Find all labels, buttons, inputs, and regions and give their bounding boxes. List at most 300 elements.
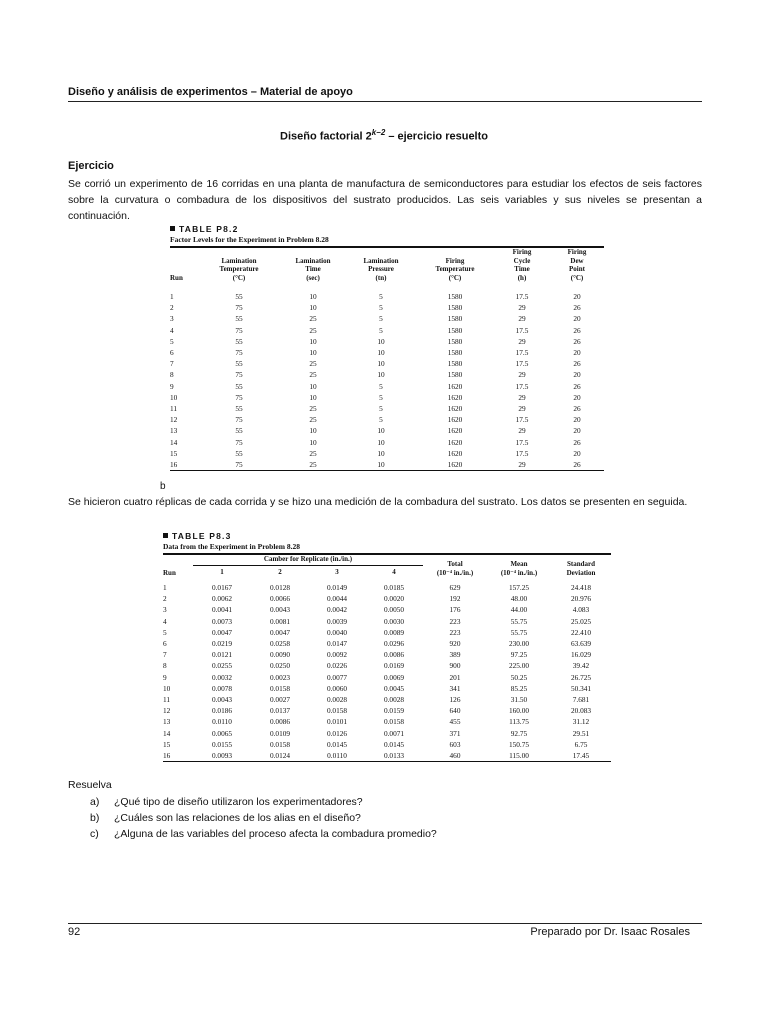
table-cell: 0.0186 — [211, 706, 233, 716]
table-row — [163, 616, 611, 627]
table-row — [163, 750, 611, 761]
table-cell: 1620 — [447, 392, 463, 402]
table-cell: 26 — [573, 303, 581, 313]
title-superscript: k−2 — [371, 128, 386, 137]
table-cell: 629 — [449, 583, 461, 592]
title-suffix: – ejercicio resuelto — [385, 130, 488, 143]
table-row — [163, 660, 611, 671]
table-cell: 22.410 — [570, 627, 592, 637]
table-cell: 1580 — [447, 303, 463, 313]
table-cell: 10 — [377, 437, 385, 447]
table-cell: 10 — [377, 448, 385, 458]
table-cell: 1580 — [447, 370, 463, 380]
table-cell: 0.0126 — [326, 728, 348, 738]
table1-column-header — [170, 248, 198, 285]
table1-header-row — [170, 248, 604, 285]
table-cell: 17.5 — [515, 381, 529, 391]
table-cell: 0.0158 — [269, 739, 291, 749]
table-cell: 0.0110 — [212, 717, 232, 727]
table-cell: 0.0101 — [326, 717, 348, 727]
table-cell: 29 — [518, 336, 526, 346]
table2-bottom-rule — [163, 761, 611, 762]
table2-body — [163, 578, 611, 761]
table-cell: 0.0047 — [211, 627, 233, 637]
run-cell: 13 — [170, 426, 178, 436]
table-cell: 225.00 — [508, 661, 530, 671]
table-cell: 75 — [235, 437, 243, 447]
header-line: Lamination — [295, 256, 331, 265]
table-cell: 10 — [309, 292, 317, 301]
table-cell: 4.083 — [572, 605, 590, 615]
table-cell: 29 — [518, 404, 526, 414]
replicas-paragraph: Se hicieron cuatro réplicas de cada corrida y se hizo una medición de la combadura del sustrato. Los datos se presenten en seguida. — [68, 496, 688, 508]
table-cell: 55 — [235, 448, 243, 458]
table-cell: 25 — [309, 325, 317, 335]
run-cell: 9 — [163, 672, 167, 682]
table-cell: 0.0065 — [211, 728, 233, 738]
table-row — [170, 381, 604, 392]
table-cell: 0.0081 — [269, 616, 291, 626]
table-cell: 0.0158 — [269, 683, 291, 693]
table-cell: 0.0071 — [383, 728, 405, 738]
question-letter: c) — [90, 828, 99, 840]
table-cell: 0.0159 — [383, 706, 405, 716]
table-cell: 25 — [309, 359, 317, 369]
table-cell: 10 — [377, 370, 385, 380]
table-cell: 31.12 — [572, 717, 590, 727]
header-line: (°C) — [232, 273, 246, 282]
table-cell: 1620 — [447, 460, 463, 470]
table-cell: 24.418 — [570, 583, 592, 592]
table-cell: 0.0030 — [383, 616, 405, 626]
section-heading: Ejercicio — [68, 160, 114, 172]
table-cell: 341 — [449, 683, 461, 693]
table-cell: 0.0060 — [326, 683, 348, 693]
question-list — [90, 794, 437, 842]
table-cell: 10 — [377, 426, 385, 436]
table-cell: 0.0255 — [211, 661, 233, 671]
table-cell: 17.5 — [515, 359, 529, 369]
table-cell: 55 — [235, 314, 243, 324]
header-line: Run — [170, 273, 183, 282]
table-cell: 0.0045 — [383, 683, 405, 693]
table-cell: 389 — [449, 650, 461, 660]
table-cell: 920 — [449, 639, 461, 649]
table2-std-header — [551, 555, 611, 578]
table-cell: 97.25 — [510, 650, 528, 660]
question-item — [90, 810, 437, 826]
table-row — [163, 604, 611, 615]
table-cell: 455 — [449, 717, 461, 727]
table-cell: 31.50 — [510, 695, 528, 705]
run-cell: 4 — [163, 616, 167, 626]
table-cell: 0.0167 — [211, 583, 233, 592]
table-cell: 75 — [235, 370, 243, 380]
table-cell: 0.0039 — [326, 616, 348, 626]
table-cell: 10 — [377, 348, 385, 358]
table-cell: 48.00 — [510, 594, 528, 604]
table-cell: 1580 — [447, 336, 463, 346]
table-cell: 5 — [379, 314, 383, 324]
stray-mark: b — [160, 481, 166, 492]
table-cell: 55 — [235, 292, 243, 301]
table-cell: 5 — [379, 415, 383, 425]
table-cell: 0.0050 — [383, 605, 405, 615]
table-cell: 0.0020 — [383, 594, 405, 604]
table-cell: 10 — [309, 303, 317, 313]
table-cell: 0.0093 — [211, 751, 233, 761]
replicate-header: 4 — [392, 567, 396, 576]
run-cell: 16 — [163, 751, 171, 761]
run-cell: 10 — [163, 683, 171, 693]
table-cell: 0.0149 — [326, 583, 348, 592]
table2-label-row — [163, 531, 611, 541]
table-cell: 0.0219 — [211, 639, 233, 649]
table-cell: 1620 — [447, 381, 463, 391]
intro-paragraph: Se corrió un experimento de 16 corridas en una planta de manufactura de semiconductores para estudiar los efectos de seis factores sobre la curvatura o combadura de los dispositivos del sustrato producidos. Las seis variables y sus niveles se presentan a continuación. — [68, 178, 702, 222]
table-cell: 0.0090 — [269, 650, 291, 660]
table-cell: 17.5 — [515, 348, 529, 358]
table-cell: 25 — [309, 370, 317, 380]
table-row — [170, 302, 604, 313]
table-cell: 1620 — [447, 437, 463, 447]
table-cell: 1620 — [447, 448, 463, 458]
table-cell: 0.0147 — [326, 639, 348, 649]
table-cell: 55 — [235, 359, 243, 369]
table-cell: 0.0158 — [383, 717, 405, 727]
run-cell: 3 — [163, 605, 167, 615]
table-cell: 20 — [573, 448, 581, 458]
run-cell: 6 — [163, 639, 167, 649]
table-cell: 0.0078 — [211, 683, 233, 693]
table-cell: 26 — [573, 359, 581, 369]
run-cell: 1 — [163, 583, 167, 592]
run-cell: 1 — [170, 292, 174, 301]
table-cell: 201 — [449, 672, 461, 682]
question-letter: a) — [90, 796, 100, 808]
table-cell: 0.0077 — [326, 672, 348, 682]
table-cell: 20 — [573, 426, 581, 436]
table-cell: 0.0137 — [269, 706, 291, 716]
table-row — [170, 285, 604, 302]
table-row — [163, 728, 611, 739]
table-cell: 0.0027 — [269, 695, 291, 705]
table-cell: 75 — [235, 303, 243, 313]
table-cell: 0.0062 — [211, 594, 233, 604]
question-text: ¿Alguna de las variables del proceso afecta la combadura promedio? — [114, 828, 437, 840]
table-cell: 603 — [449, 739, 461, 749]
run-cell: 12 — [170, 415, 178, 425]
table-row — [170, 347, 604, 358]
table-cell: 0.0069 — [383, 672, 405, 682]
table2-label: TABLE P8.3 — [172, 531, 232, 541]
table-cell: 26 — [573, 325, 581, 335]
table-cell: 1580 — [447, 325, 463, 335]
table-cell: 20 — [573, 415, 581, 425]
table-cell: 113.75 — [509, 717, 529, 727]
table-cell: 10 — [377, 336, 385, 346]
table-cell: 5 — [379, 303, 383, 313]
run-cell: 14 — [170, 437, 178, 447]
table-cell: 223 — [449, 616, 461, 626]
total-header-unit: (10⁻⁴ in./in.) — [436, 568, 474, 577]
table-cell: 0.0028 — [326, 695, 348, 705]
table-cell: 17.5 — [515, 415, 529, 425]
footer-author: Preparado por Dr. Isaac Rosales — [530, 926, 690, 938]
question-letter: b) — [90, 812, 100, 824]
table-cell: 25 — [309, 404, 317, 414]
table-cell: 0.0128 — [269, 583, 291, 592]
table1-column-header — [198, 248, 280, 285]
table-cell: 26.725 — [570, 672, 592, 682]
table-cell: 29 — [518, 392, 526, 402]
table-row — [170, 459, 604, 470]
table-row — [163, 739, 611, 750]
table-cell: 75 — [235, 415, 243, 425]
table1-bottom-rule — [170, 470, 604, 471]
resuelva-label: Resuelva — [68, 779, 112, 791]
table-cell: 50.341 — [570, 683, 592, 693]
table1-column-header — [346, 248, 416, 285]
table2-run-header: Run — [163, 568, 176, 577]
table-cell: 1620 — [447, 415, 463, 425]
footer-rule — [68, 923, 702, 924]
table-cell: 0.0124 — [269, 751, 291, 761]
table-cell: 0.0044 — [326, 594, 348, 604]
table-cell: 10 — [377, 460, 385, 470]
table-cell: 150.75 — [508, 739, 530, 749]
table-row — [170, 403, 604, 414]
table-row — [163, 705, 611, 716]
run-cell: 6 — [170, 348, 174, 358]
std-header-line2: Deviation — [566, 568, 596, 577]
table-cell: 6.75 — [574, 739, 588, 749]
header-line: Dew — [570, 256, 584, 265]
table2-mean-header — [487, 555, 551, 578]
header-line: Time — [514, 265, 530, 273]
table-cell: 10 — [309, 426, 317, 436]
table-cell: 0.0158 — [326, 706, 348, 716]
table-cell: 7.681 — [572, 695, 590, 705]
table-cell: 0.0032 — [211, 672, 233, 682]
table-cell: 10 — [309, 336, 317, 346]
run-cell: 15 — [163, 739, 171, 749]
table-cell: 0.0028 — [383, 695, 405, 705]
table-cell: 157.25 — [508, 583, 530, 592]
header-line: Lamination — [221, 256, 257, 265]
mean-header-unit: (10⁻⁴ in./in.) — [500, 568, 538, 577]
run-cell: 5 — [163, 627, 167, 637]
question-text: ¿Cuáles son las relaciones de los alias en el diseño? — [114, 812, 361, 824]
header-line: Firing — [567, 248, 587, 256]
replicate-header: 3 — [335, 567, 339, 576]
table-cell: 5 — [379, 381, 383, 391]
table1-column-header — [550, 248, 604, 285]
table-row — [163, 683, 611, 694]
run-cell: 11 — [170, 404, 178, 414]
header-line: Firing — [445, 256, 465, 265]
replicate-header: 1 — [220, 567, 224, 576]
table-row — [170, 392, 604, 403]
table-cell: 20.083 — [570, 706, 592, 716]
factor-levels-table-block — [170, 224, 604, 471]
table1-column-header — [416, 248, 494, 285]
run-cell: 4 — [170, 325, 174, 335]
table-cell: 371 — [449, 728, 461, 738]
table-cell: 25.025 — [570, 616, 592, 626]
run-cell: 9 — [170, 381, 174, 391]
factor-levels-table — [170, 248, 604, 470]
table-row — [170, 325, 604, 336]
table-cell: 26 — [573, 381, 581, 391]
camber-data-table — [163, 555, 611, 761]
total-header-line: Total — [447, 560, 463, 568]
table-cell: 85.25 — [510, 683, 528, 693]
table-cell: 55.75 — [510, 627, 528, 637]
run-cell: 13 — [163, 717, 171, 727]
table-cell: 0.0066 — [269, 594, 291, 604]
table-cell: 29 — [518, 426, 526, 436]
table-cell: 0.0258 — [269, 639, 291, 649]
table-row — [170, 437, 604, 448]
table-cell: 26 — [573, 404, 581, 414]
question-text: ¿Qué tipo de diseño utilizaron los experimentadores? — [114, 796, 363, 808]
table-cell: 5 — [379, 325, 383, 335]
header-line: Cycle — [513, 256, 531, 265]
table-cell: 0.0109 — [269, 728, 291, 738]
table1-caption: Factor Levels for the Experiment in Problem 8.28 — [170, 235, 329, 244]
page-number: 92 — [68, 926, 81, 938]
table-row — [170, 414, 604, 425]
table2-total-header — [423, 555, 487, 578]
table-cell: 25 — [309, 314, 317, 324]
table-cell: 0.0169 — [383, 661, 405, 671]
square-bullet-icon — [163, 533, 168, 538]
square-bullet-icon — [170, 226, 175, 231]
document-title — [0, 128, 768, 143]
table-row — [163, 627, 611, 638]
table-cell: 10 — [377, 359, 385, 369]
table-cell: 10 — [309, 348, 317, 358]
run-cell: 8 — [163, 661, 167, 671]
header-line: (tn) — [375, 273, 387, 282]
run-cell: 14 — [163, 728, 171, 738]
run-cell: 8 — [170, 370, 174, 380]
table-cell: 25 — [309, 448, 317, 458]
table-cell: 17.5 — [515, 325, 529, 335]
replicate-header: 2 — [278, 567, 282, 576]
table-cell: 0.0145 — [383, 739, 405, 749]
table-cell: 1580 — [447, 348, 463, 358]
table1-label: TABLE P8.2 — [179, 224, 239, 234]
table1-label-row — [170, 224, 604, 234]
table-cell: 900 — [449, 661, 461, 671]
table-cell: 0.0185 — [383, 583, 405, 592]
run-cell: 10 — [170, 392, 178, 402]
header-line: Temperature — [219, 265, 259, 273]
header-line: Firing — [512, 248, 532, 256]
table-row — [170, 425, 604, 436]
table-cell: 0.0110 — [327, 751, 347, 761]
table-cell: 29 — [518, 303, 526, 313]
header-line: Lamination — [363, 256, 399, 265]
mean-header-line: Mean — [510, 560, 528, 568]
run-cell: 11 — [163, 695, 171, 705]
table-cell: 5 — [379, 404, 383, 414]
table-row — [170, 313, 604, 324]
table-cell: 20 — [573, 348, 581, 358]
table-cell: 26 — [573, 460, 581, 470]
table-cell: 223 — [449, 627, 461, 637]
table-row — [170, 358, 604, 369]
table-cell: 0.0121 — [211, 650, 233, 660]
table-row — [163, 716, 611, 727]
table-row — [163, 694, 611, 705]
table-row — [170, 336, 604, 347]
header-line: Pressure — [368, 265, 394, 273]
table2-group-header-row — [163, 555, 611, 565]
table1-body — [170, 285, 604, 470]
run-cell: 12 — [163, 706, 171, 716]
table-cell: 0.0073 — [211, 616, 233, 626]
table-cell: 44.00 — [510, 605, 528, 615]
table-cell: 20 — [573, 392, 581, 402]
table-cell: 0.0155 — [211, 739, 233, 749]
table-cell: 20.976 — [570, 594, 592, 604]
header-line: (°C) — [448, 273, 462, 282]
table-cell: 1620 — [447, 426, 463, 436]
table-cell: 20 — [573, 314, 581, 324]
table-cell: 55 — [235, 426, 243, 436]
table-cell: 29.51 — [572, 728, 590, 738]
table-row — [163, 649, 611, 660]
page-header: Diseño y análisis de experimentos – Material de apoyo — [68, 86, 353, 98]
table-cell: 115.00 — [509, 751, 529, 761]
run-cell: 15 — [170, 448, 178, 458]
table-cell: 0.0089 — [383, 627, 405, 637]
table-cell: 0.0086 — [383, 650, 405, 660]
table-cell: 0.0133 — [383, 751, 405, 761]
run-cell: 2 — [170, 303, 174, 313]
table-cell: 25 — [309, 415, 317, 425]
table-cell: 20 — [573, 292, 581, 301]
table-cell: 10 — [309, 437, 317, 447]
table-cell: 55 — [235, 404, 243, 414]
question-item — [90, 794, 437, 810]
table-row — [163, 593, 611, 604]
table-row — [163, 578, 611, 593]
header-line: Time — [305, 265, 321, 273]
std-header-line: Standard — [566, 560, 595, 568]
table-row — [170, 448, 604, 459]
table-cell: 1620 — [447, 404, 463, 414]
table-cell: 10 — [309, 381, 317, 391]
table-cell: 0.0086 — [269, 717, 291, 727]
table-cell: 0.0250 — [269, 661, 291, 671]
table-cell: 20 — [573, 370, 581, 380]
table-cell: 1580 — [447, 359, 463, 369]
table1-column-header — [494, 248, 550, 285]
table-cell: 26 — [573, 437, 581, 447]
title-prefix: Diseño factorial 2 — [280, 130, 372, 143]
table-cell: 460 — [449, 751, 461, 761]
table-cell: 17.5 — [515, 292, 529, 301]
run-cell: 7 — [170, 359, 174, 369]
run-cell: 7 — [163, 650, 167, 660]
question-item — [90, 826, 437, 842]
table-cell: 5 — [379, 392, 383, 402]
table-cell: 0.0041 — [211, 605, 233, 615]
